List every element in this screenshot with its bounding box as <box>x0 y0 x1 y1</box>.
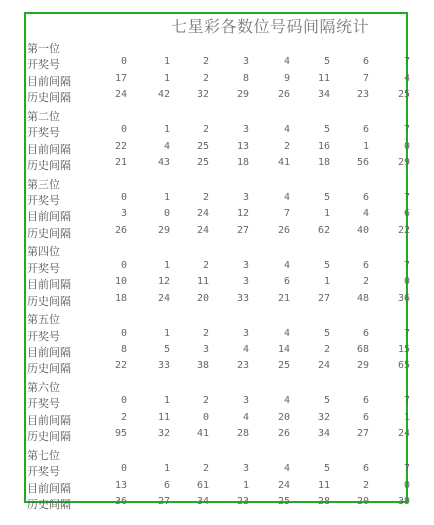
row-label: 历史间隔 <box>27 498 71 511</box>
table-cell: 3 <box>242 463 249 475</box>
table-cell: 6 <box>163 479 170 491</box>
table-cell: 11 <box>317 479 330 491</box>
table-cell: 6 <box>362 327 369 339</box>
section-title: 第六位 <box>27 381 60 394</box>
row-label: 目前间隔 <box>27 278 71 292</box>
table-cell: 28 <box>317 496 330 507</box>
table-cell: 5 <box>163 344 170 355</box>
table-cell: 34 <box>317 428 330 440</box>
table-cell: 23 <box>236 496 249 507</box>
table-cell: 25 <box>277 496 290 507</box>
table-cell: 21 <box>114 157 127 168</box>
table-cell: 2 <box>202 259 209 271</box>
table-cell: 56 <box>356 157 369 168</box>
row-label: 历史间隔 <box>27 91 71 105</box>
table-row <box>27 395 410 409</box>
section-title: 第四位 <box>27 245 60 259</box>
table-cell: 13 <box>114 479 127 491</box>
table-cell: 2 <box>362 479 369 491</box>
table-cell: 29 <box>397 157 410 168</box>
table-cell: 40 <box>356 224 369 236</box>
table-cell: 1 <box>403 411 410 423</box>
table-cell: 4 <box>403 72 410 84</box>
table-cell: 20 <box>277 411 290 423</box>
table-cell: 1 <box>163 463 170 475</box>
table-cell: 23 <box>356 89 369 101</box>
table-cell: 7 <box>403 56 410 68</box>
table-cell: 4 <box>283 327 290 339</box>
table-cell: 95 <box>114 428 127 440</box>
table-cell: 0 <box>403 140 410 152</box>
table-cell: 26 <box>277 89 290 101</box>
table-cell: 18 <box>114 292 127 304</box>
row-label: 目前间隔 <box>27 210 71 224</box>
table-cell: 16 <box>317 140 330 152</box>
table-cell: 41 <box>277 157 290 168</box>
table-row <box>27 496 410 510</box>
table-cell: 2 <box>202 192 209 203</box>
table-cell: 3 <box>242 259 249 271</box>
table-cell: 24 <box>157 292 170 304</box>
table-row <box>27 293 410 307</box>
row-label: 历史间隔 <box>27 159 71 172</box>
table-cell: 6 <box>362 395 369 407</box>
table-cell: 39 <box>397 496 410 507</box>
section-title: 第一位 <box>27 42 60 55</box>
table-cell: 4 <box>283 463 290 475</box>
table-row <box>27 328 410 342</box>
table-cell: 4 <box>163 140 170 152</box>
table-row <box>27 412 410 426</box>
table-cell: 2 <box>283 140 290 152</box>
row-label: 目前间隔 <box>27 74 71 88</box>
table-row <box>27 463 410 477</box>
table-cell: 0 <box>202 411 209 423</box>
row-label: 历史间隔 <box>27 362 71 376</box>
table-cell: 23 <box>236 360 249 372</box>
table-cell: 11 <box>157 411 170 423</box>
table-cell: 0 <box>403 276 410 288</box>
table-cell: 24 <box>317 360 330 372</box>
table-cell: 2 <box>202 56 209 68</box>
table-cell: 32 <box>317 411 330 423</box>
table-cell: 5 <box>323 327 330 339</box>
table-cell: 4 <box>283 124 290 136</box>
table-cell: 14 <box>277 344 290 355</box>
table-cell: 22 <box>114 360 127 372</box>
table-cell: 1 <box>163 395 170 407</box>
table-cell: 1 <box>323 208 330 220</box>
table-cell: 2 <box>362 276 369 288</box>
table-cell: 20 <box>356 496 369 507</box>
table-cell: 27 <box>317 292 330 304</box>
table-cell: 6 <box>362 259 369 271</box>
row-label: 目前间隔 <box>27 481 71 495</box>
table-cell: 7 <box>403 259 410 271</box>
table-cell: 2 <box>202 395 209 407</box>
table-cell: 7 <box>403 192 410 203</box>
table-cell: 41 <box>196 428 209 440</box>
table-cell: 18 <box>317 157 330 168</box>
table-cell: 32 <box>157 428 170 440</box>
table-cell: 1 <box>163 124 170 136</box>
row-label: 历史间隔 <box>27 226 71 240</box>
table-cell: 24 <box>277 479 290 491</box>
table-cell: 3 <box>242 395 249 407</box>
table-cell: 29 <box>157 224 170 236</box>
table-row <box>27 192 410 206</box>
table-cell: 1 <box>362 140 369 152</box>
table-cell: 21 <box>277 292 290 304</box>
table-cell: 5 <box>323 395 330 407</box>
table-cell: 68 <box>356 344 369 355</box>
table-cell: 25 <box>397 89 410 101</box>
table-cell: 12 <box>236 208 249 220</box>
table-cell: 11 <box>317 72 330 84</box>
row-label: 目前间隔 <box>27 142 71 156</box>
table-cell: 4 <box>283 192 290 203</box>
table-cell: 3 <box>242 124 249 136</box>
table-row <box>27 260 410 274</box>
table-row <box>27 208 410 222</box>
section-title: 第七位 <box>27 448 60 462</box>
table-cell: 3 <box>242 276 249 288</box>
table-cell: 6 <box>362 56 369 68</box>
table-cell: 3 <box>242 327 249 339</box>
table-cell: 12 <box>157 276 170 288</box>
table-cell: 1 <box>163 56 170 68</box>
table-cell: 2 <box>202 463 209 475</box>
table-cell: 0 <box>120 395 127 407</box>
table-row <box>27 73 410 87</box>
table-row <box>27 225 410 239</box>
row-label: 目前间隔 <box>27 413 71 427</box>
table-cell: 7 <box>403 395 410 407</box>
table-cell: 24 <box>397 428 410 440</box>
section-title: 第三位 <box>27 177 60 191</box>
table-cell: 8 <box>120 344 127 355</box>
table-cell: 1 <box>163 327 170 339</box>
table-cell: 25 <box>277 360 290 372</box>
table-cell: 29 <box>236 89 249 101</box>
section-title: 第五位 <box>27 313 60 327</box>
table-cell: 2 <box>202 72 209 84</box>
table-cell: 6 <box>362 411 369 423</box>
table-cell: 1 <box>163 72 170 84</box>
table-row <box>27 428 410 442</box>
table-cell: 4 <box>362 208 369 220</box>
table-cell: 48 <box>356 292 369 304</box>
table-cell: 0 <box>403 479 410 491</box>
table-row <box>27 480 410 494</box>
table-cell: 10 <box>114 276 127 288</box>
table-cell: 24 <box>196 208 209 220</box>
table-cell: 11 <box>196 276 209 288</box>
table-cell: 36 <box>114 496 127 507</box>
table-cell: 0 <box>120 463 127 475</box>
table-cell: 0 <box>120 124 127 136</box>
row-label: 历史间隔 <box>27 294 71 308</box>
page-title: 七星彩各数位号码间隔统计 <box>170 17 369 36</box>
table-cell: 24 <box>114 89 127 101</box>
table-row <box>27 124 410 138</box>
table-cell: 43 <box>157 157 170 168</box>
table-cell: 4 <box>283 259 290 271</box>
table-row <box>27 157 410 171</box>
table-cell: 62 <box>317 224 330 236</box>
table-cell: 42 <box>157 89 170 101</box>
table-row <box>27 360 410 374</box>
table-cell: 8 <box>242 72 249 84</box>
table-cell: 6 <box>362 463 369 475</box>
table-cell: 29 <box>356 360 369 372</box>
table-cell: 27 <box>236 224 249 236</box>
table-cell: 7 <box>403 327 410 339</box>
table-cell: 22 <box>114 140 127 152</box>
table-cell: 1 <box>163 192 170 203</box>
table-cell: 28 <box>236 428 249 440</box>
table-cell: 7 <box>362 72 369 84</box>
table-cell: 38 <box>196 360 209 372</box>
table-cell: 2 <box>120 411 127 423</box>
table-cell: 15 <box>397 344 410 355</box>
table-cell: 26 <box>277 428 290 440</box>
table-cell: 3 <box>202 344 209 355</box>
table-cell: 22 <box>397 224 410 236</box>
row-label: 开奖号 <box>27 329 60 343</box>
table-cell: 7 <box>283 208 290 220</box>
table-cell: 0 <box>120 192 127 203</box>
table-cell: 5 <box>323 56 330 68</box>
table-cell: 1 <box>323 276 330 288</box>
row-label: 目前间隔 <box>27 346 71 359</box>
table-cell: 3 <box>120 208 127 220</box>
section-title: 第二位 <box>27 109 60 123</box>
table-cell: 4 <box>283 395 290 407</box>
table-cell: 0 <box>120 327 127 339</box>
row-label: 开奖号 <box>27 194 60 207</box>
table-cell: 3 <box>242 192 249 203</box>
table-cell: 24 <box>196 224 209 236</box>
table-cell: 4 <box>283 56 290 68</box>
table-cell: 33 <box>236 292 249 304</box>
table-cell: 6 <box>403 208 410 220</box>
table-cell: 4 <box>242 411 249 423</box>
row-label: 开奖号 <box>27 126 60 140</box>
table-cell: 27 <box>157 496 170 507</box>
row-label: 开奖号 <box>27 465 60 479</box>
table-cell: 6 <box>362 124 369 136</box>
table-cell: 61 <box>196 479 209 491</box>
table-cell: 6 <box>283 276 290 288</box>
table-cell: 2 <box>323 344 330 355</box>
table-cell: 25 <box>196 140 209 152</box>
table-cell: 9 <box>283 72 290 84</box>
table-cell: 26 <box>114 224 127 236</box>
row-label: 开奖号 <box>27 58 60 72</box>
table-cell: 0 <box>120 56 127 68</box>
stats-frame <box>24 12 410 511</box>
table-cell: 5 <box>323 259 330 271</box>
table-row <box>27 141 410 155</box>
table-row <box>27 56 410 70</box>
table-cell: 65 <box>397 360 410 372</box>
table-cell: 2 <box>202 327 209 339</box>
table-cell: 13 <box>236 140 249 152</box>
table-cell: 26 <box>277 224 290 236</box>
row-label: 开奖号 <box>27 261 60 275</box>
table-cell: 33 <box>157 360 170 372</box>
table-row <box>27 276 410 290</box>
row-label: 开奖号 <box>27 397 60 411</box>
table-cell: 34 <box>317 89 330 101</box>
table-cell: 1 <box>242 479 249 491</box>
row-label: 历史间隔 <box>27 430 71 444</box>
table-cell: 4 <box>242 344 249 355</box>
table-cell: 18 <box>236 157 249 168</box>
table-cell: 7 <box>403 463 410 475</box>
table-cell: 6 <box>362 192 369 203</box>
table-cell: 27 <box>356 428 369 440</box>
table-cell: 5 <box>323 124 330 136</box>
table-cell: 5 <box>323 463 330 475</box>
table-cell: 25 <box>196 157 209 168</box>
table-cell: 1 <box>163 259 170 271</box>
table-cell: 0 <box>120 259 127 271</box>
table-row <box>27 344 410 358</box>
table-cell: 17 <box>114 72 127 84</box>
table-cell: 2 <box>202 124 209 136</box>
table-cell: 7 <box>403 124 410 136</box>
table-cell: 36 <box>397 292 410 304</box>
table-row <box>27 89 410 103</box>
table-cell: 5 <box>323 192 330 203</box>
table-cell: 20 <box>196 292 209 304</box>
table-cell: 3 <box>242 56 249 68</box>
table-cell: 32 <box>196 89 209 101</box>
table-cell: 34 <box>196 496 209 507</box>
table-cell: 0 <box>163 208 170 220</box>
